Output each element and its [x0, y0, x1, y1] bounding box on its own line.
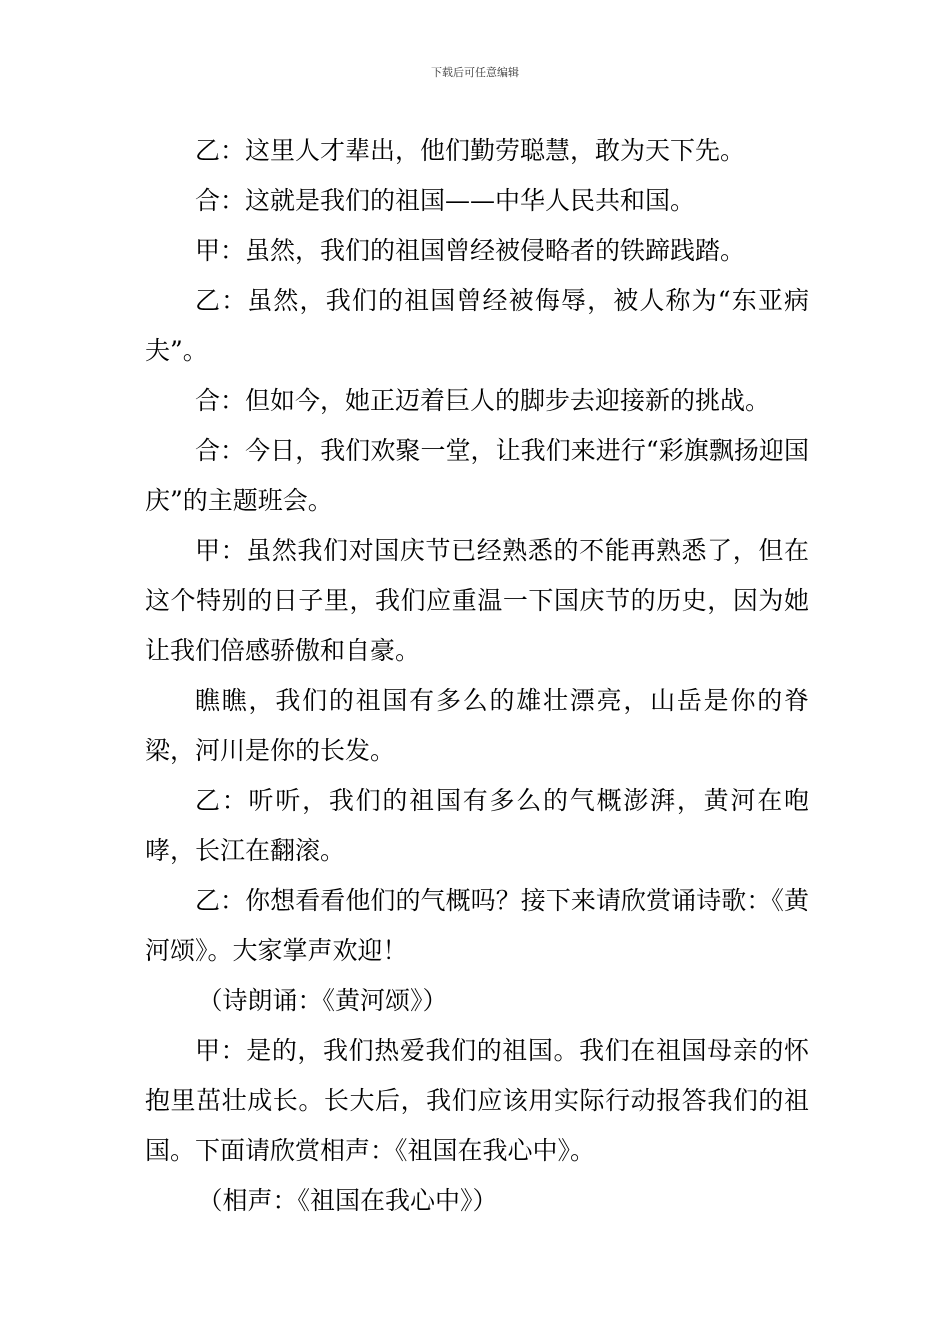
paragraph: 乙：这里人才辈出，他们勤劳聪慧，敢为天下先。 — [195, 136, 746, 165]
paragraph: 乙：听听，我们的祖国有多么的气概澎湃，黄河在咆哮，长江在翻滚。 — [145, 786, 809, 865]
paragraph: 乙：虽然，我们的祖国曾经被侮辱，被人称为“东亚病夫”。 — [145, 286, 809, 365]
paragraph: 乙：你想看看他们的气概吗？接下来请欣赏诵诗歌：《黄河颂》。大家掌声欢迎！ — [145, 886, 809, 965]
stage-direction: （诗朗诵：《黄河颂》） — [197, 986, 448, 1015]
paragraph: 甲：虽然我们对国庆节已经熟悉的不能再熟悉了，但在这个特别的日子里，我们应重温一下国庆节的历史，因为她让我们倍感骄傲和自豪。 — [145, 536, 809, 665]
paragraph: 瞧瞧，我们的祖国有多么的雄壮漂亮，山岳是你的脊梁，河川是你的长发。 — [145, 686, 809, 765]
stage-direction: （相声：《祖国在我心中》） — [197, 1186, 498, 1215]
paragraph: 合：这就是我们的祖国——中华人民共和国。 — [195, 186, 696, 215]
document-body — [145, 126, 809, 1226]
paragraph: 甲：虽然，我们的祖国曾经被侵略者的铁蹄践踏。 — [195, 236, 746, 265]
page-header: 下载后可任意编辑 — [431, 66, 519, 79]
paragraph: 合：今日，我们欢聚一堂，让我们来进行“彩旗飘扬迎国庆”的主题班会。 — [145, 436, 809, 515]
paragraph: 合：但如今，她正迈着巨人的脚步去迎接新的挑战。 — [195, 386, 771, 415]
paragraph: 甲：是的，我们热爱我们的祖国。我们在祖国母亲的怀抱里茁壮成长。长大后，我们应该用实际行动报答我们的祖国。下面请欣赏相声：《祖国在我心中》。 — [145, 1036, 809, 1165]
